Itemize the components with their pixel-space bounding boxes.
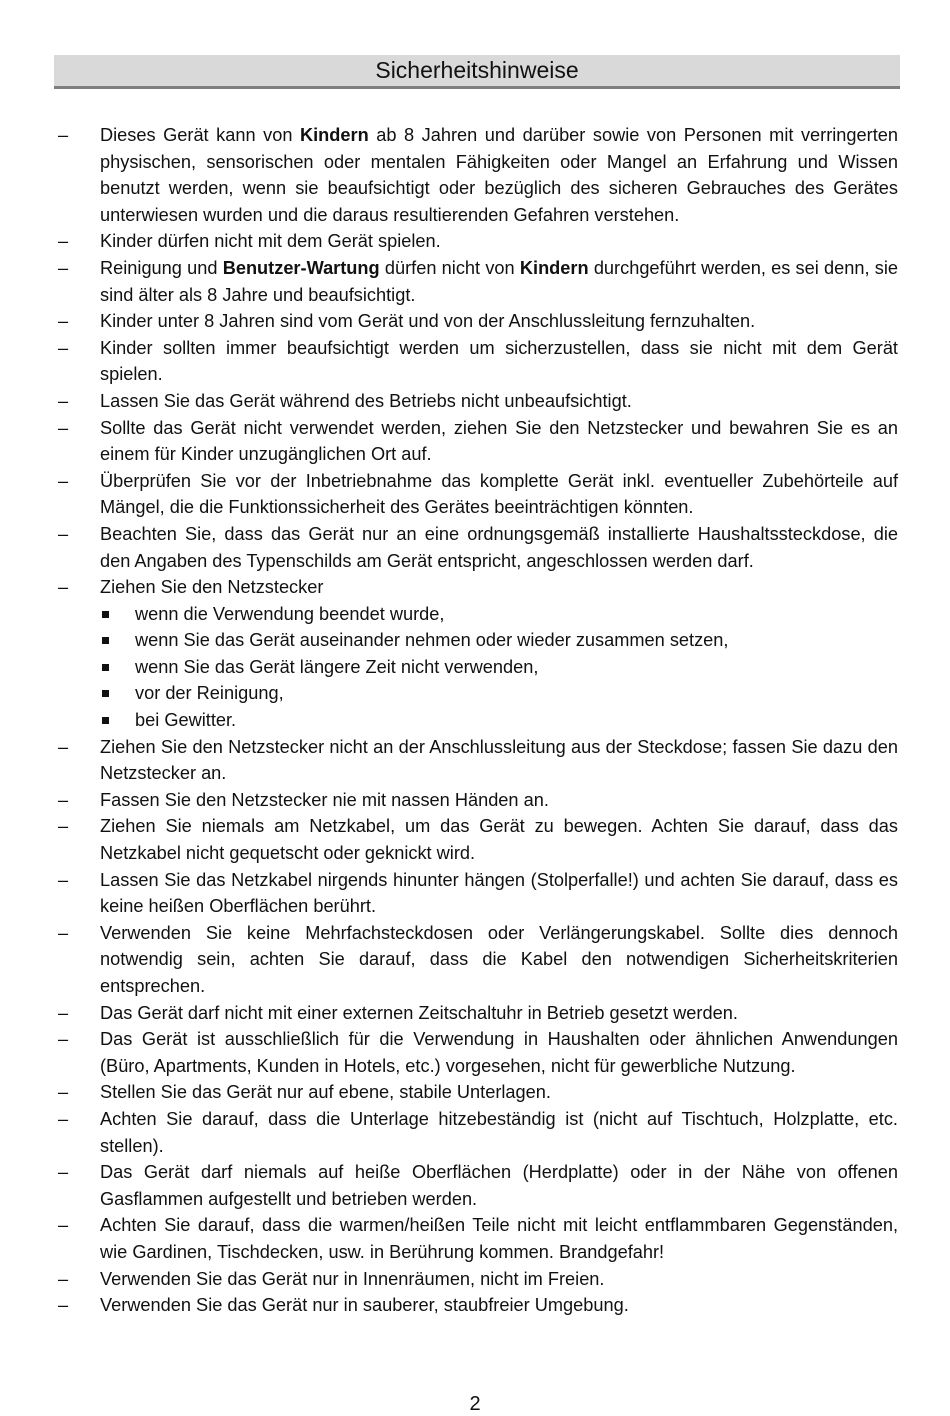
page-number: 2 bbox=[469, 1393, 481, 1415]
list-item-text: Das Gerät darf nicht mit einer externen Zeitschaltuhr in Betrieb gesetzt werden. bbox=[100, 1002, 738, 1023]
list-item bbox=[54, 1159, 898, 1212]
sub-list-item bbox=[96, 680, 898, 707]
dash-marker: – bbox=[58, 736, 69, 757]
list-item-text: Ziehen Sie den Netzstecker nicht an der Anschlussleitung aus der Steckdose; fassen Sie dazu den Netzstecker an. bbox=[100, 736, 898, 784]
square-bullet-icon bbox=[96, 654, 135, 681]
sub-list-item bbox=[96, 601, 898, 628]
list-item-text: Reinigung und Benutzer-Wartung dürfen nicht von Kindern durchgeführt werden, es sei denn, sie sind älter als 8 Jahre und beaufsichtigt. bbox=[100, 257, 898, 305]
dash-marker: – bbox=[58, 523, 69, 544]
dash-marker: – bbox=[58, 1162, 69, 1183]
list-item-text: Stellen Sie das Gerät nur auf ebene, stabile Unterlagen. bbox=[100, 1082, 551, 1103]
list-item-text: Verwenden Sie keine Mehrfachsteckdosen oder Verlängerungskabel. Sollte dies dennoch notwendig sein, achten Sie darauf, dass die Kabel den notwendigen Sicherheitskriterien entsprechen. bbox=[100, 922, 898, 996]
list-item-text: Sollte das Gerät nicht verwendet werden, ziehen Sie den Netzstecker und bewahren Sie es an einem für Kinder unzugänglichen Ort auf. bbox=[100, 417, 898, 465]
list-item bbox=[54, 1079, 898, 1106]
list-item bbox=[54, 787, 898, 814]
list-item bbox=[54, 734, 898, 787]
sub-list-item-text: wenn die Verwendung beendet wurde, bbox=[135, 603, 445, 624]
list-item bbox=[54, 335, 898, 388]
square-bullet-icon bbox=[96, 680, 135, 707]
list-item-text: Kinder sollten immer beaufsichtigt werden um sicherzustellen, dass sie nicht mit dem Gerät spielen. bbox=[100, 337, 898, 385]
dash-marker: – bbox=[58, 470, 69, 491]
dash-marker: – bbox=[58, 922, 69, 943]
list-item-text: Ziehen Sie den Netzstecker bbox=[100, 577, 324, 598]
square-bullet-icon bbox=[96, 601, 135, 628]
list-item-text: Kinder dürfen nicht mit dem Gerät spielen. bbox=[100, 231, 441, 252]
list-item-text: Das Gerät ist ausschließlich für die Verwendung in Haushalten oder ähnlichen Anwendungen (Büro, Apartments, Kunden in Hotels, etc.) vorgesehen, nicht für gewerbliche Nutzung. bbox=[100, 1029, 898, 1076]
list-item-text: Das Gerät darf niemals auf heiße Oberflächen (Herdplatte) oder in der Nähe von offenen Gasflammen aufgestellt und betrieben werden. bbox=[100, 1162, 898, 1209]
list-item bbox=[54, 1212, 898, 1265]
sub-list-item-text: wenn Sie das Gerät längere Zeit nicht verwenden, bbox=[135, 656, 539, 677]
dash-marker: – bbox=[58, 1215, 69, 1236]
dash-marker: – bbox=[58, 125, 69, 145]
list-item bbox=[54, 1026, 898, 1079]
list-item-text: Dieses Gerät kann von Kindern ab 8 Jahren und darüber sowie von Personen mit verringerten physischen, sensorischen oder mentalen Fähigkeiten oder Mangel an Erfahrung und Wissen benutzt werden, wenn sie beaufsichtigt oder bezüglich des sicheren Gebrauches des Gerätes unterwiesen wurden und die daraus resultierenden Gefahren verstehen. bbox=[100, 125, 898, 225]
list-item-text: Lassen Sie das Gerät während des Betriebs nicht unbeaufsichtigt. bbox=[100, 390, 632, 411]
list-item bbox=[54, 415, 898, 468]
list-item-text: Ziehen Sie niemals am Netzkabel, um das Gerät zu bewegen. Achten Sie darauf, dass das Netzkabel nicht gequetscht oder geknickt wird. bbox=[100, 816, 898, 864]
list-item-text: Achten Sie darauf, dass die Unterlage hitzebeständig ist (nicht auf Tischtuch, Holzplatte, etc. stellen). bbox=[100, 1108, 898, 1156]
list-item bbox=[54, 308, 898, 335]
list-item bbox=[54, 813, 898, 866]
list-item-text: Achten Sie darauf, dass die warmen/heißen Teile nicht mit leicht entflammbaren Gegenständen, wie Gardinen, Tischdecken, usw. in Berührung kommen. Brandgefahr! bbox=[100, 1215, 898, 1262]
sub-list-item bbox=[96, 654, 898, 681]
list-item-text: Überprüfen Sie vor der Inbetriebnahme das komplette Gerät inkl. eventueller Zubehörteile auf Mängel, die die Funktionssicherheit des Gerätes beeinträchtigen könnten. bbox=[100, 470, 898, 518]
list-item-text: Verwenden Sie das Gerät nur in Innenräumen, nicht im Freien. bbox=[100, 1268, 605, 1289]
dash-marker: – bbox=[58, 417, 69, 438]
dash-marker: – bbox=[58, 789, 69, 810]
dash-marker: – bbox=[58, 257, 69, 278]
list-item bbox=[54, 388, 898, 415]
dash-marker: – bbox=[58, 577, 69, 598]
sub-list-item-text: bei Gewitter. bbox=[135, 710, 237, 731]
dash-marker: – bbox=[58, 1002, 69, 1023]
dash-marker: – bbox=[58, 337, 69, 358]
list-item bbox=[54, 122, 898, 228]
square-bullet-icon bbox=[96, 707, 135, 734]
list-item bbox=[54, 228, 898, 255]
list-item-text: Beachten Sie, dass das Gerät nur an eine ordnungsgemäß installierte Haushaltssteckdose, die den Angaben des Typenschilds am Gerät entspricht, angeschlossen werden darf. bbox=[100, 523, 898, 571]
list-item bbox=[54, 867, 898, 920]
dash-marker: – bbox=[58, 1295, 69, 1316]
list-item bbox=[54, 255, 898, 308]
dash-marker: – bbox=[58, 311, 69, 332]
list-item-text: Kinder unter 8 Jahren sind vom Gerät und von der Anschlussleitung fernzuhalten. bbox=[100, 311, 756, 332]
list-item bbox=[54, 920, 898, 1000]
section-title: Sicherheitshinweise bbox=[375, 57, 579, 83]
list-item bbox=[54, 1266, 898, 1293]
sub-list-item-text: vor der Reinigung, bbox=[135, 683, 284, 704]
list-item bbox=[54, 1000, 898, 1027]
list-item-text: Verwenden Sie das Gerät nur in sauberer, staubfreier Umgebung. bbox=[100, 1295, 629, 1316]
dash-marker: – bbox=[58, 231, 69, 252]
list-item bbox=[54, 574, 898, 601]
sub-list-item-text: wenn Sie das Gerät auseinander nehmen oder wieder zusammen setzen, bbox=[135, 630, 729, 651]
dash-marker: – bbox=[58, 869, 69, 890]
dash-marker: – bbox=[58, 816, 69, 837]
dash-marker: – bbox=[58, 1108, 69, 1129]
square-bullet-icon bbox=[96, 627, 135, 654]
list-item-text: Lassen Sie das Netzkabel nirgends hinunter hängen (Stolperfalle!) und achten Sie darauf, dass es keine heißen Oberflächen berührt. bbox=[100, 869, 898, 917]
dash-marker: – bbox=[58, 390, 69, 411]
sub-list-item bbox=[96, 627, 898, 654]
list-item-text: Fassen Sie den Netzstecker nie mit nassen Händen an. bbox=[100, 789, 549, 810]
sub-list-item bbox=[96, 707, 898, 734]
section-title-bar bbox=[54, 55, 900, 89]
list-item bbox=[54, 521, 898, 574]
list-item bbox=[54, 1106, 898, 1159]
dash-marker: – bbox=[58, 1268, 69, 1289]
dash-marker: – bbox=[58, 1029, 69, 1050]
list-item bbox=[54, 1292, 898, 1319]
safety-instructions-list bbox=[54, 122, 898, 1319]
list-item bbox=[54, 468, 898, 521]
dash-marker: – bbox=[58, 1082, 69, 1103]
